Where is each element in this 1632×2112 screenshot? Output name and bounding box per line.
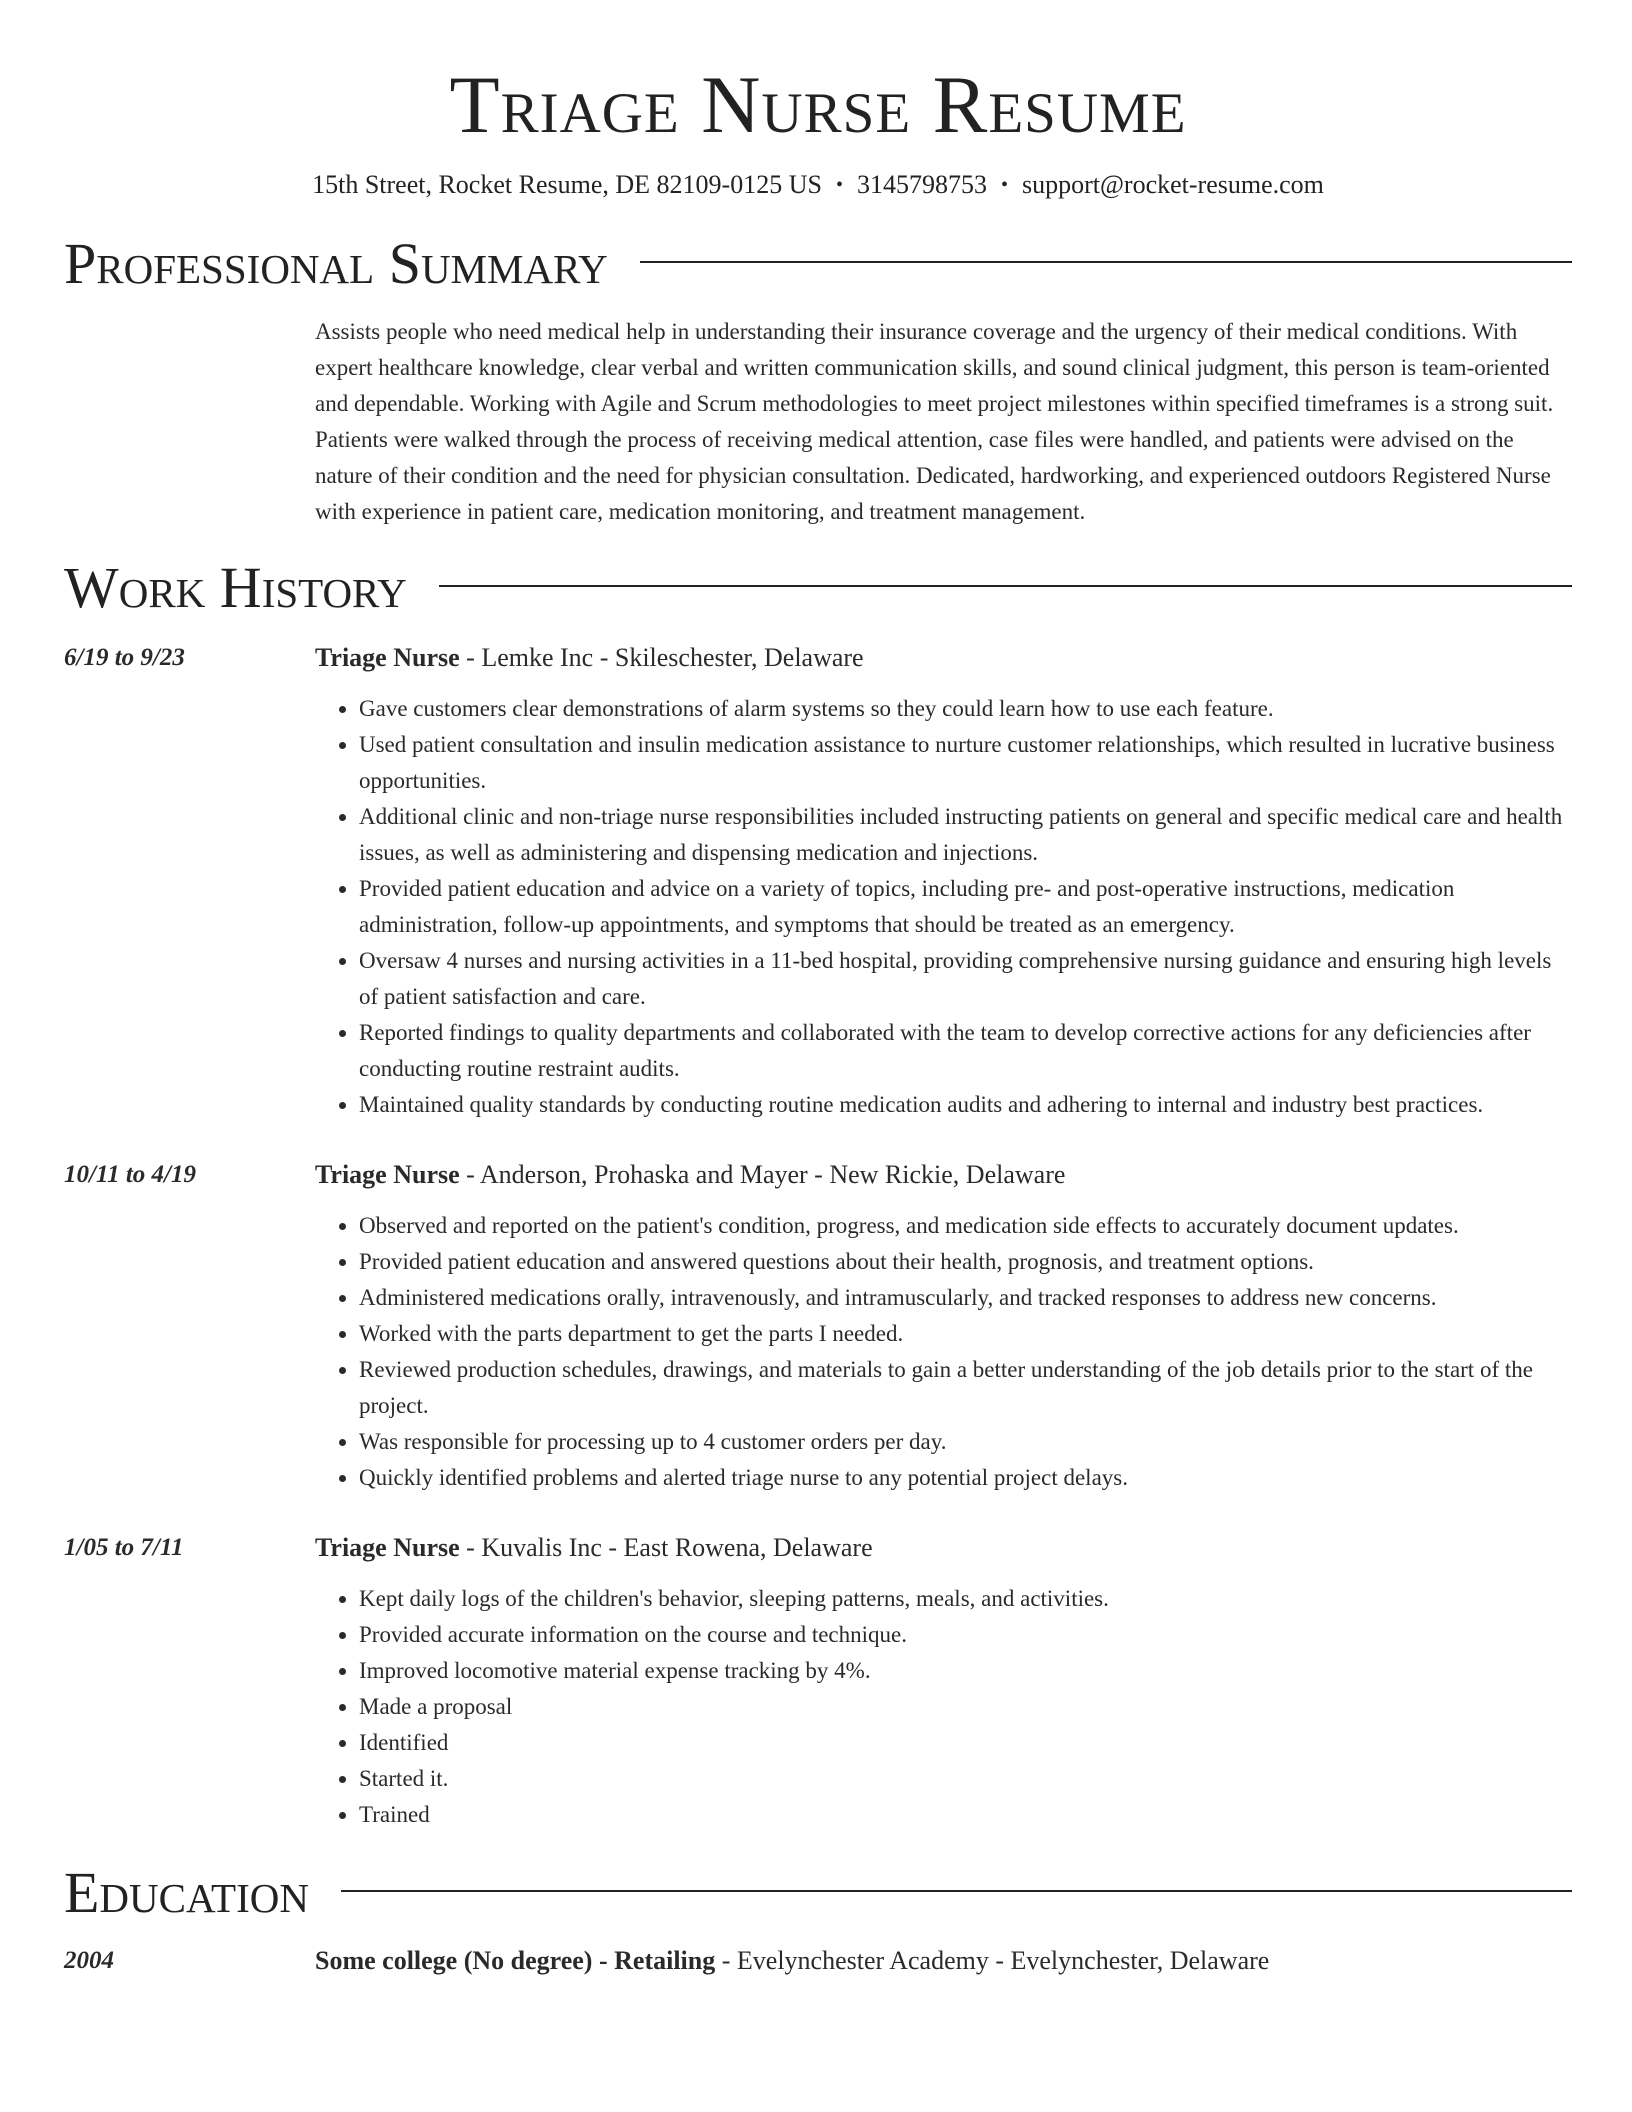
job-entry	[64, 1157, 1572, 1496]
job-bullet: • Gave customers clear demonstrations of alarm systems so they could learn how to use each feature.	[359, 691, 1572, 727]
job-entry	[64, 1530, 1572, 1833]
summary-section-header	[64, 232, 1572, 296]
section-divider	[439, 585, 1572, 587]
job-body	[315, 640, 1572, 1123]
contact-address: 15th Street, Rocket Resume, DE 82109-0125 US	[312, 170, 822, 199]
education-degree: Some college (No degree) - Retailing	[315, 1946, 716, 1975]
job-bullet: • Provided accurate information on the course and technique.	[359, 1617, 1572, 1653]
job-bullets	[315, 1581, 1572, 1833]
job-bullet: • Was responsible for processing up to 4 customer orders per day.	[359, 1424, 1572, 1460]
bullet-separator: •	[1000, 174, 1008, 196]
job-details: - Lemke Inc - Skileschester, Delaware	[459, 643, 864, 672]
job-title: Triage Nurse	[315, 1533, 460, 1562]
job-body	[315, 1157, 1572, 1496]
job-title: Triage Nurse	[315, 643, 460, 672]
job-bullets	[315, 1208, 1572, 1496]
job-body	[315, 1530, 1572, 1833]
summary-heading: Professional Summary	[64, 231, 608, 296]
job-heading	[315, 1157, 1572, 1193]
summary-text: Assists people who need medical help in understanding their insurance coverage and the urgency of their medical conditions. With expert healthcare knowledge, clear verbal and written communication skills, and sound clinical judgment, this person is team-oriented and dependable. Working with Agile and Scrum methodologies to meet project milestones within specified timeframes is a strong suit. Patients were walked through the process of receiving medical attention, case files were handled, and patients were advised on the nature of their condition and the need for physician consultation. Dedicated, hardworking, and experienced outdoors Registered Nurse with experience in patient care, medication monitoring, and treatment management.	[315, 319, 1554, 524]
work-section-header	[64, 556, 1572, 620]
section-divider	[341, 1890, 1572, 1892]
resume-page	[64, 0, 1572, 1979]
work-heading: Work History	[64, 555, 407, 620]
job-bullet: • Provided patient education and answered questions about their health, prognosis, and treatment options.	[359, 1244, 1572, 1280]
job-bullet: • Quickly identified problems and alerted triage nurse to any potential project delays.	[359, 1460, 1572, 1496]
education-section-header	[64, 1861, 1572, 1925]
job-bullet: • Additional clinic and non-triage nurse responsibilities included instructing patients on general and specific medical care and health issues, as well as administering and dispensing medication and injections.	[359, 799, 1572, 871]
job-details: - Kuvalis Inc - East Rowena, Delaware	[459, 1533, 873, 1562]
education-heading-line	[315, 1943, 1572, 1979]
job-bullet: • Made a proposal	[359, 1689, 1572, 1725]
education-heading: Education	[64, 1860, 309, 1925]
job-bullet: • Improved locomotive material expense tracking by 4%.	[359, 1653, 1572, 1689]
job-bullet: • Maintained quality standards by conducting routine medication audits and adhering to internal and industry best practices.	[359, 1087, 1572, 1123]
bullet-separator: •	[835, 174, 843, 196]
job-bullet: • Provided patient education and advice on a variety of topics, including pre- and post-operative instructions, medication administration, follow-up appointments, and symptoms that should be treated as an emergency.	[359, 871, 1572, 943]
job-dates: 6/19 to 9/23	[64, 644, 185, 671]
job-bullet: • Observed and reported on the patient's condition, progress, and medication side effects to accurately document updates.	[359, 1208, 1572, 1244]
education-year: 2004	[64, 1947, 114, 1974]
job-bullet: • Reviewed production schedules, drawings, and materials to gain a better understanding of the job details prior to the start of the project.	[359, 1352, 1572, 1424]
contact-phone: 3145798753	[856, 170, 987, 199]
job-dates: 1/05 to 7/11	[64, 1534, 184, 1561]
job-bullet: • Administered medications orally, intravenously, and intramuscularly, and tracked responses to address new concerns.	[359, 1280, 1572, 1316]
education-entry	[64, 1943, 1572, 1979]
job-title: Triage Nurse	[315, 1160, 460, 1189]
job-dates: 10/11 to 4/19	[64, 1161, 196, 1188]
education-details: - Evelynchester Academy - Evelynchester, Delaware	[715, 1946, 1270, 1975]
job-bullet: • Identified	[359, 1725, 1572, 1761]
job-bullet: • Reported findings to quality departments and collaborated with the team to develop corrective actions for any deficiencies after conducting routine restraint audits.	[359, 1015, 1572, 1087]
job-heading	[315, 1530, 1572, 1566]
job-bullet: • Started it.	[359, 1761, 1572, 1797]
job-entry	[64, 640, 1572, 1123]
contact-email: support@rocket-resume.com	[1021, 170, 1324, 199]
job-heading	[315, 640, 1572, 676]
job-bullet: • Kept daily logs of the children's behavior, sleeping patterns, meals, and activities.	[359, 1581, 1572, 1617]
job-details: - Anderson, Prohaska and Mayer - New Rickie, Delaware	[459, 1160, 1066, 1189]
education-body	[315, 1943, 1572, 1979]
job-bullet: • Oversaw 4 nurses and nursing activities in a 11-bed hospital, providing comprehensive nursing guidance and ensuring high levels of patient satisfaction and care.	[359, 943, 1572, 1015]
contact-line	[64, 168, 1572, 204]
job-bullet: • Worked with the parts department to get the parts I needed.	[359, 1316, 1572, 1352]
job-bullets	[315, 691, 1572, 1123]
job-bullet: • Used patient consultation and insulin medication assistance to nurture customer relationships, which resulted in lucrative business opportunities.	[359, 727, 1572, 799]
section-divider	[640, 261, 1572, 263]
job-bullet: • Trained	[359, 1797, 1572, 1833]
resume-title: Triage Nurse Resume	[449, 59, 1187, 150]
